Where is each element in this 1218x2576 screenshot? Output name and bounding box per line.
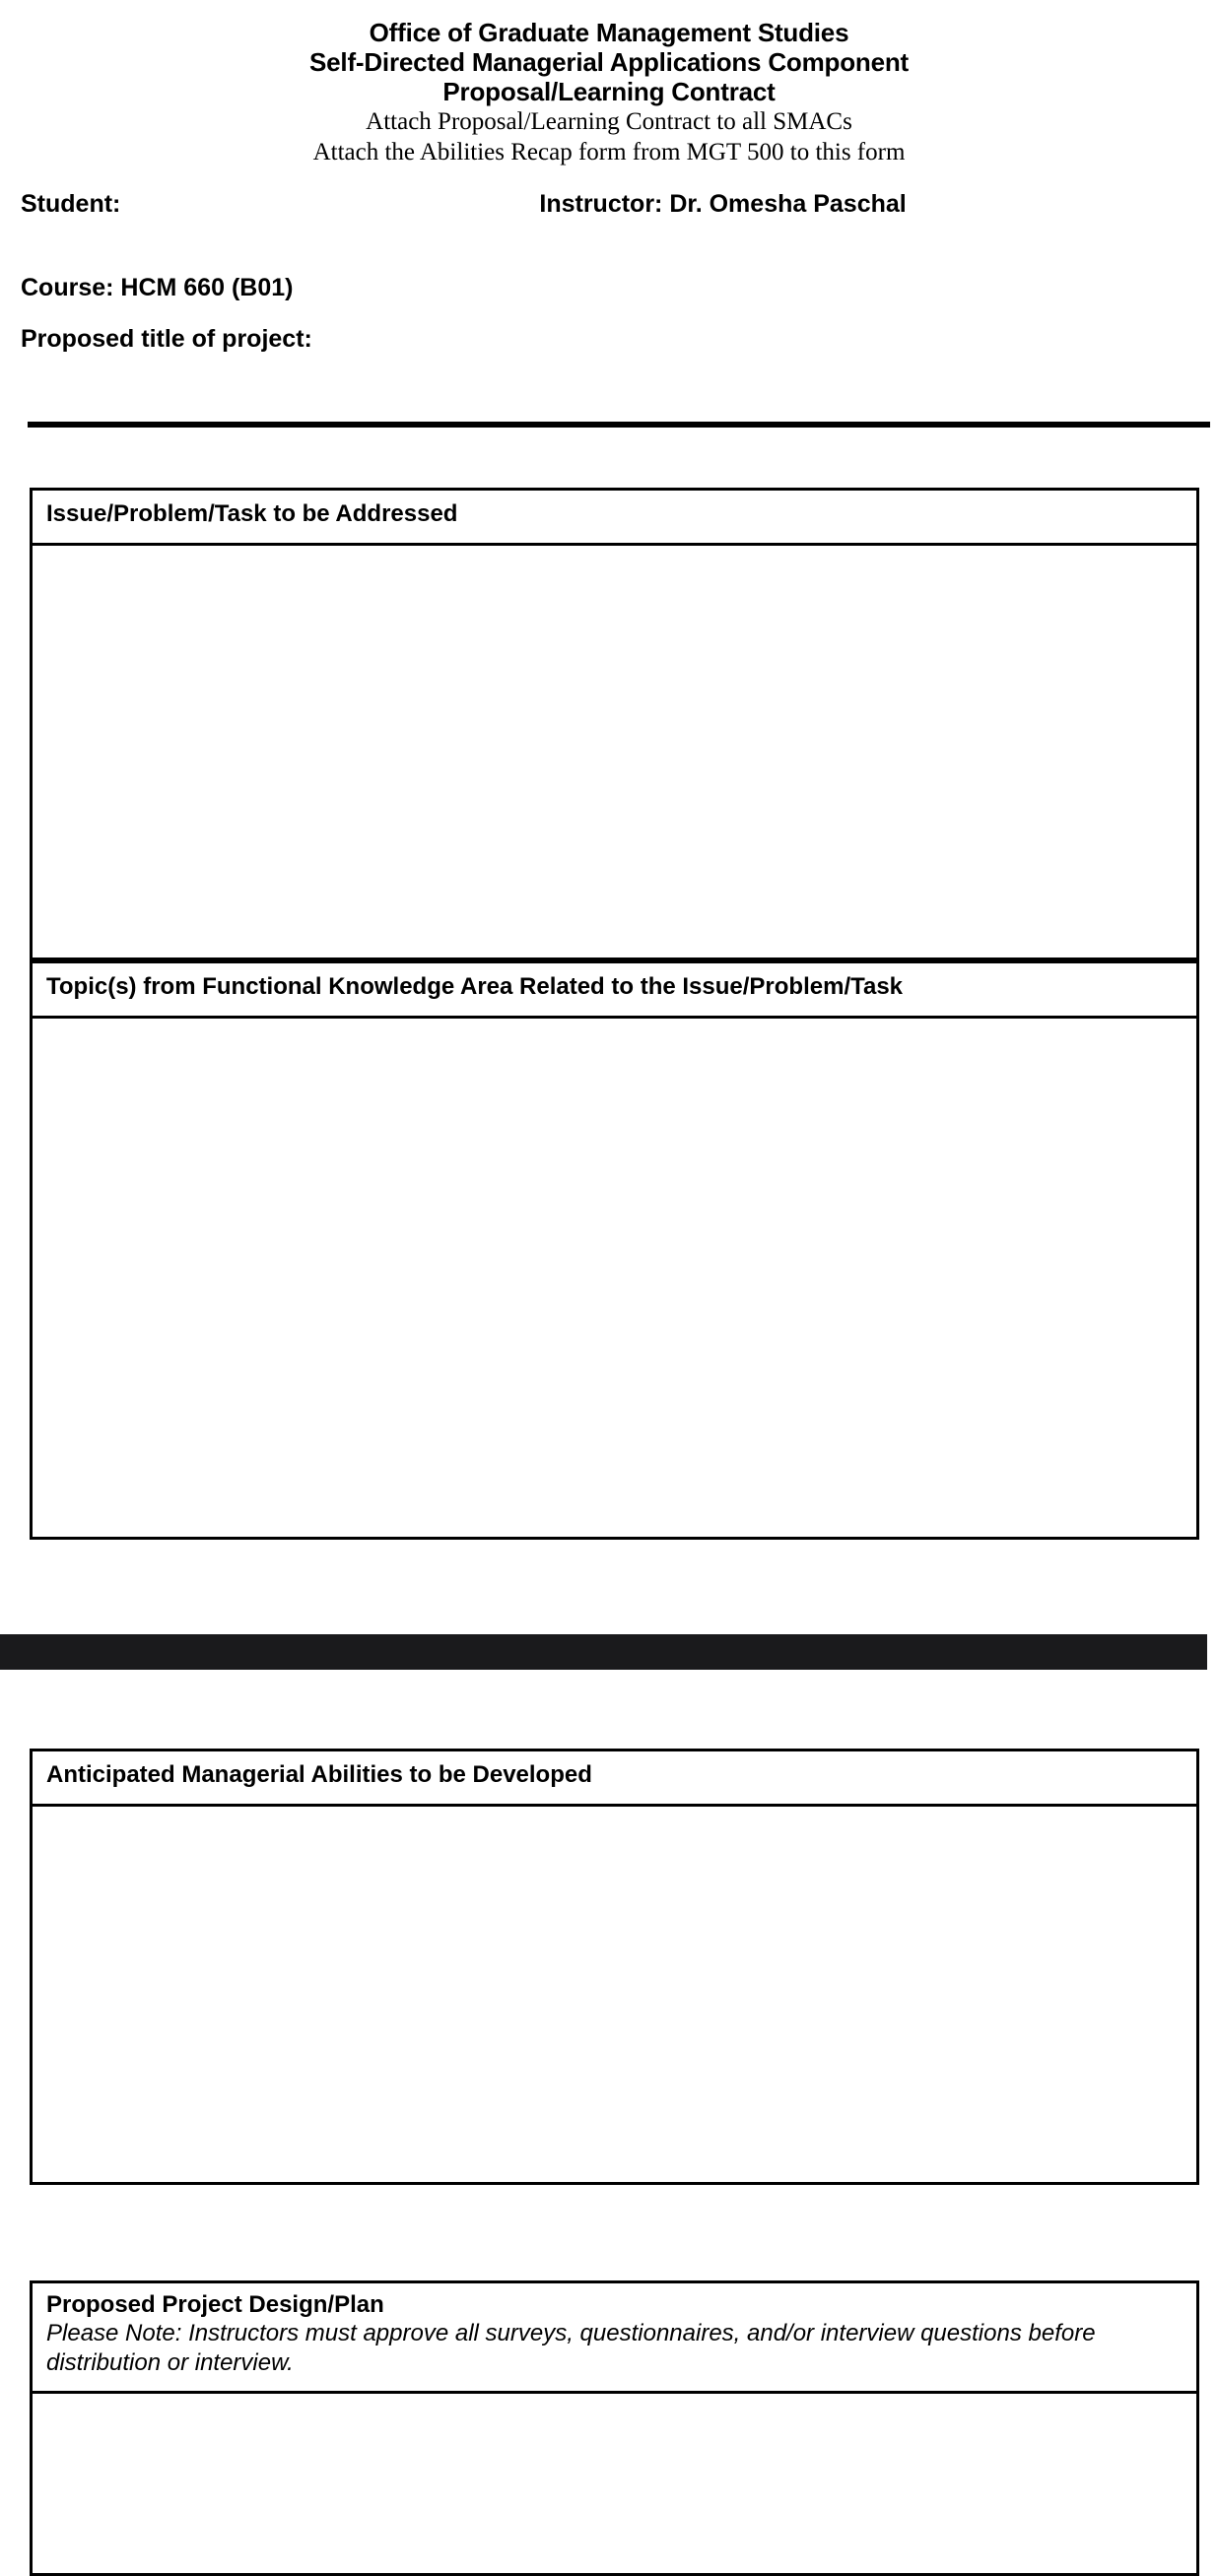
section-issue-header [33, 491, 1196, 546]
section-topics-header [33, 963, 1196, 1019]
section-abilities-heading: Anticipated Managerial Abilities to be Developed [46, 1761, 592, 1788]
instructor-field-label: Instructor: Dr. Omesha Paschal [539, 190, 907, 218]
page-break-bar [0, 1634, 1207, 1670]
section-issue-problem-task [30, 488, 1199, 960]
section-abilities-response-area[interactable] [33, 1807, 1196, 2182]
header-instruction-line-1: Attach Proposal/Learning Contract to all SMACs [366, 108, 852, 135]
header-title-line-3: Proposal/Learning Contract [442, 77, 776, 106]
section-design-response-area[interactable] [33, 2394, 1196, 2573]
header-title-line-1: Office of Graduate Management Studies [369, 18, 849, 47]
header-instruction-line-2: Attach the Abilities Recap form from MGT 500 to this form [312, 139, 906, 165]
student-instructor-row [21, 190, 1197, 219]
project-title-field-label[interactable]: Proposed title of project: [21, 325, 312, 353]
section-design-note: Please Note: Instructors must approve all surveys, questionnaires, and/or interview questions before distribution or interview. [46, 2320, 1096, 2376]
section-anticipated-abilities [30, 1749, 1199, 2185]
section-design-heading: Proposed Project Design/Plan [46, 2291, 384, 2318]
section-abilities-header [33, 1751, 1196, 1807]
header-title-line-2: Self-Directed Managerial Applications Component [309, 47, 909, 77]
section-issue-response-area[interactable] [33, 546, 1196, 958]
section-proposed-project-design [30, 2280, 1199, 2576]
course-field-label: Course: HCM 660 (B01) [21, 274, 294, 301]
section-issue-heading: Issue/Problem/Task to be Addressed [46, 500, 458, 527]
section-topics-heading: Topic(s) from Functional Knowledge Area Related to the Issue/Problem/Task [46, 973, 904, 1000]
section-functional-knowledge-topics [30, 960, 1199, 1540]
section-topics-response-area[interactable] [33, 1019, 1196, 1537]
section-design-header [33, 2283, 1196, 2394]
document-header [0, 18, 1218, 167]
header-divider-rule [28, 422, 1210, 428]
student-field-label[interactable]: Student: [21, 190, 121, 218]
